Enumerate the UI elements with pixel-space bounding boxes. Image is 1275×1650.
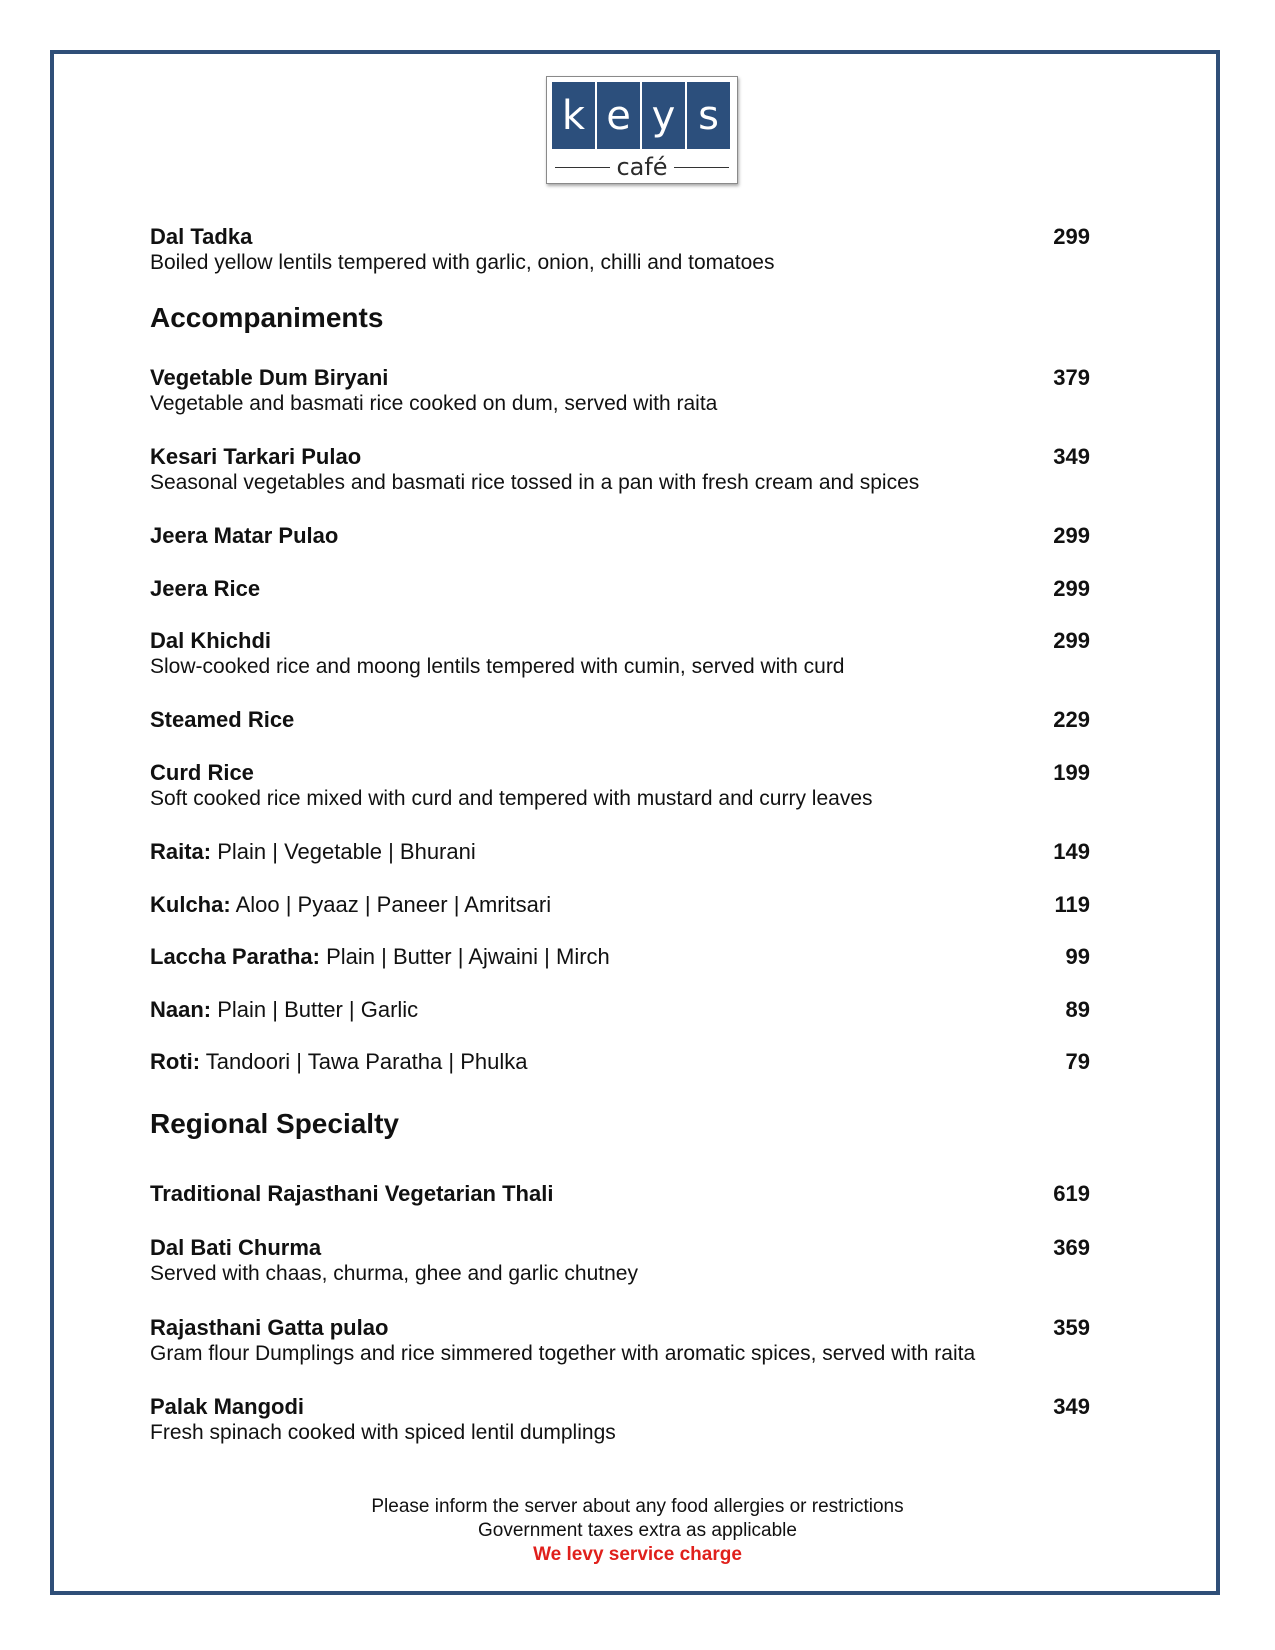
item-name: Vegetable Dum Biryani bbox=[150, 365, 389, 390]
menu-item bbox=[150, 707, 1090, 733]
menu-item bbox=[150, 628, 1090, 680]
item-name: Kulcha: bbox=[150, 892, 231, 917]
logo-letter-s: s bbox=[687, 82, 730, 149]
menu-item bbox=[150, 576, 1090, 602]
allergy-note: Please inform the server about any food allergies or restrictions bbox=[371, 1496, 904, 1517]
item-name: Traditional Rajasthani Vegetarian Thali bbox=[150, 1181, 554, 1206]
item-name: Dal Khichdi bbox=[150, 628, 272, 653]
menu-item bbox=[150, 1235, 1090, 1287]
logo-rule-right bbox=[674, 167, 729, 168]
keys-cafe-logo bbox=[546, 76, 738, 184]
item-description: Soft cooked rice mixed with curd and tempered with mustard and curry leaves bbox=[150, 787, 873, 810]
item-price: 229 bbox=[1053, 707, 1090, 732]
item-name-row bbox=[150, 1049, 1090, 1075]
menu-item bbox=[150, 444, 1090, 496]
item-name: Kesari Tarkari Pulao bbox=[150, 444, 362, 469]
item-price: 199 bbox=[1053, 760, 1090, 785]
item-name: Roti: bbox=[150, 1049, 201, 1074]
item-options: Plain | Vegetable | Bhurani bbox=[211, 839, 476, 864]
item-options: Tandoori | Tawa Paratha | Phulka bbox=[200, 1049, 528, 1074]
item-description: Vegetable and basmati rice cooked on dum, served with raita bbox=[150, 392, 718, 415]
menu-item bbox=[150, 224, 1090, 276]
item-name-row bbox=[150, 944, 1090, 970]
menu-item bbox=[150, 523, 1090, 549]
item-price: 119 bbox=[1054, 892, 1090, 917]
logo-letter-e: e bbox=[597, 82, 640, 149]
item-name-row bbox=[150, 997, 1090, 1023]
item-name: Dal Bati Churma bbox=[150, 1235, 322, 1260]
item-description: Gram flour Dumplings and rice simmered together with aromatic spices, served with raita bbox=[150, 1342, 976, 1365]
menu-item bbox=[150, 892, 1090, 918]
logo-subtitle: café bbox=[616, 153, 668, 181]
menu-item bbox=[150, 1394, 1090, 1446]
item-price: 359 bbox=[1053, 1315, 1090, 1340]
item-options: Plain | Butter | Garlic bbox=[211, 997, 419, 1022]
logo-letter-y: y bbox=[642, 82, 685, 149]
item-description: Served with chaas, churma, ghee and garlic chutney bbox=[150, 1262, 638, 1285]
item-description: Fresh spinach cooked with spiced lentil dumplings bbox=[150, 1421, 616, 1444]
item-price: 299 bbox=[1053, 628, 1090, 653]
menu-item bbox=[150, 365, 1090, 417]
item-price: 79 bbox=[1065, 1049, 1090, 1074]
item-name: Palak Mangodi bbox=[150, 1394, 305, 1419]
item-description: Seasonal vegetables and basmati rice tossed in a pan with fresh cream and spices bbox=[150, 471, 920, 494]
item-name: Jeera Rice bbox=[150, 576, 261, 601]
item-description: Slow-cooked rice and moong lentils tempered with cumin, served with curd bbox=[150, 655, 845, 678]
menu-footer bbox=[0, 1495, 1275, 1567]
item-price: 349 bbox=[1053, 1394, 1090, 1419]
menu-item bbox=[150, 1315, 1090, 1367]
item-price: 619 bbox=[1053, 1181, 1090, 1206]
logo-letter-k: k bbox=[552, 82, 595, 149]
menu-item bbox=[150, 997, 1090, 1023]
item-name-row bbox=[150, 839, 1090, 865]
item-name-row bbox=[150, 892, 1090, 918]
item-description: Boiled yellow lentils tempered with garlic, onion, chilli and tomatoes bbox=[150, 251, 775, 274]
item-price: 89 bbox=[1065, 997, 1090, 1022]
item-name: Raita: bbox=[150, 839, 212, 864]
item-options: Aloo | Pyaaz | Paneer | Amritsari bbox=[230, 892, 552, 917]
service-charge-note: We levy service charge bbox=[533, 1544, 742, 1565]
item-name: Laccha Paratha: bbox=[150, 944, 320, 969]
item-name: Naan: bbox=[150, 997, 212, 1022]
logo-rule-left bbox=[555, 167, 610, 168]
item-price: 349 bbox=[1053, 444, 1090, 469]
item-price: 379 bbox=[1053, 365, 1090, 390]
menu-item bbox=[150, 839, 1090, 865]
item-price: 99 bbox=[1065, 944, 1090, 969]
tax-note: Government taxes extra as applicable bbox=[478, 1520, 797, 1541]
item-price: 299 bbox=[1053, 576, 1090, 601]
item-price: 369 bbox=[1053, 1235, 1090, 1260]
section-title-regional-specialty: Regional Specialty bbox=[150, 1108, 399, 1139]
item-price: 299 bbox=[1053, 224, 1090, 249]
item-options: Plain | Butter | Ajwaini | Mirch bbox=[319, 944, 610, 969]
menu-item bbox=[150, 1181, 1090, 1207]
item-price: 149 bbox=[1053, 839, 1090, 864]
item-name: Dal Tadka bbox=[150, 224, 253, 249]
item-name: Curd Rice bbox=[150, 760, 254, 785]
menu-item bbox=[150, 1049, 1090, 1075]
item-name: Jeera Matar Pulao bbox=[150, 523, 339, 548]
menu-item bbox=[150, 760, 1090, 812]
item-name: Rajasthani Gatta pulao bbox=[150, 1315, 389, 1340]
item-price: 299 bbox=[1053, 523, 1090, 548]
section-title-accompaniments: Accompaniments bbox=[150, 302, 384, 333]
item-name: Steamed Rice bbox=[150, 707, 295, 732]
menu-item bbox=[150, 944, 1090, 970]
